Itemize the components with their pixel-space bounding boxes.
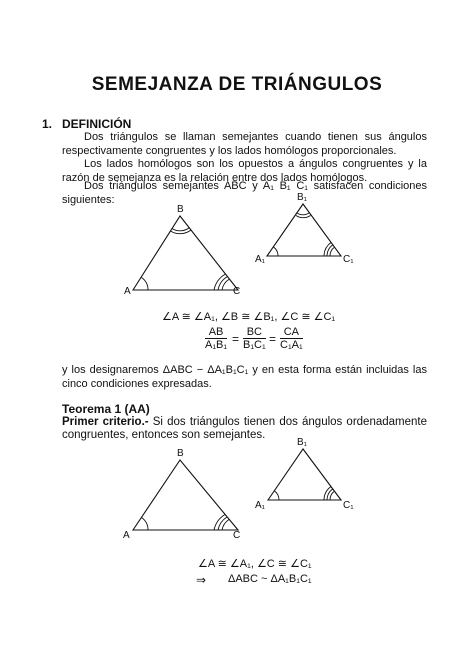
triangle-a1b1c1-small-2 [268,449,341,500]
vertex-label-b-2: B [177,448,184,459]
angle-mark-a1-2 [275,491,280,500]
ratio-ca-numerator: CA [280,326,303,339]
section-heading: DEFINICIÓN [62,117,132,131]
vertex-label-a-2: A [123,530,130,541]
criterion-text: Si dos triángulos tienen dos ángulos ordenadamente congruentes, entonces son semejantes. [62,416,427,441]
theorem-statement [62,416,427,442]
ratio-ca-denominator: C₁A₁ [280,339,303,351]
angle-mark-a-2 [142,518,149,531]
ratio-ab-denominator: A₁B₁ [205,339,228,351]
page-title: SEMEJANZA DE TRIÁNGULOS [91,74,383,95]
vertex-label-b1-2: B₁ [297,437,308,448]
angle-mark-a1 [274,247,279,256]
vertex-label-c-2: C [233,530,241,541]
ratio-ca [280,326,303,352]
vertex-label-c: C [233,286,241,297]
definition-text-1: Dos triángulos se llaman semejantes cuando tienen sus ángulos respectivamente congruentes y los lados homólogos proporcionales. [62,131,427,157]
vertex-label-a1-2: A₁ [255,500,266,511]
angle-mark-c-2 [214,515,225,531]
triangle-abc-large-2 [133,460,238,530]
designation-paragraph: y los designaremos ΔABC − ΔA₁B₁C₁ y en esta forma están incluidas las cinco condiciones expresadas. [62,364,427,390]
ratio-bc [243,326,266,352]
angle-mark-b1 [297,213,309,215]
section-number: 1. [42,117,53,131]
angle-mark-c [214,274,226,290]
angle-mark-a [142,278,149,291]
angle-congruences-2: ∠A ≅ ∠A₁, ∠C ≅ ∠C₁ [198,558,312,570]
implies-symbol: ⇒ [196,573,207,587]
ratio-ab-numerator: AB [205,326,227,339]
equals-sign-1: = [232,332,240,346]
ratio-ab [205,326,227,352]
criterion-label: Primer criterio.- [62,416,149,428]
angle-congruences-1: ∠A ≅ ∠A₁, ∠B ≅ ∠B₁, ∠C ≅ ∠C₁ [162,311,336,323]
vertex-label-a: A [124,286,131,297]
angle-mark-b [172,228,190,231]
vertex-label-b1: B₁ [297,192,308,203]
similarity-conclusion: ΔABC ~ ΔA₁B₁C₁ [228,573,312,585]
definition-text-2: Los lados homólogos son los opuestos a ángulos congruentes y la razón de semejanza es la relación entre dos lados homólogos. [62,158,427,184]
triangle-abc-large [133,216,238,290]
vertex-label-a1: A₁ [255,254,266,265]
vertex-label-c1: C₁ [343,254,354,265]
equals-sign-2: = [269,332,277,346]
ratio-bc-denominator: B₁C₁ [243,339,266,351]
vertex-label-c1-2: C₁ [343,500,354,511]
definition-text-3: Dos triángulos semejantes ABC y A₁ B₁ C₁ satisfacen condiciones siguientes: [62,180,427,206]
theorem-heading: Teorema 1 (AA) [62,402,150,416]
ratio-bc-numerator: BC [243,326,266,339]
vertex-label-b: B [177,204,184,215]
